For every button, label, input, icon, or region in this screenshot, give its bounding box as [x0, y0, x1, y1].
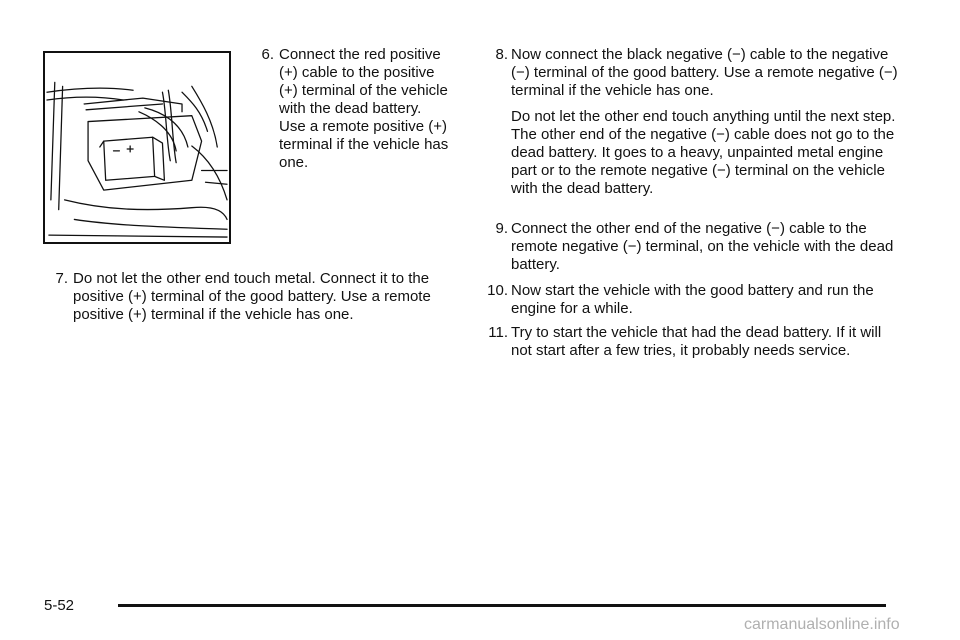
step-text: Now start the vehicle with the good battery and run the engine for a while.: [511, 282, 874, 317]
step-8-note: Do not let the other end touch anything until the next step. The other end of the negative (−) cable does not go to the dead battery. It goes to a heavy, unpainted metal engine part or to the remote negative (−) terminal on the vehicle with the dead battery.: [511, 108, 896, 197]
step-text: Connect the other end of the negative (−) cable to the remote negative (−) terminal, on the vehicle with the dead battery.: [511, 220, 894, 273]
footer-rule: [118, 604, 886, 607]
step-number: 10.: [487, 282, 508, 299]
watermark: carmanualsonline.info: [744, 616, 900, 633]
step-number: 6.: [261, 46, 274, 63]
step-number: 8.: [495, 46, 508, 63]
step-text: Do not let the other end touch metal. Connect it to the positive (+) terminal of the good battery. Use a remote positive (+) terminal if the vehicle has one.: [73, 270, 431, 323]
step-number: 11.: [488, 324, 508, 341]
step-number: 9.: [495, 220, 508, 237]
step-text: Try to start the vehicle that had the dead battery. If it will not start after a few tries, it probably needs service.: [511, 324, 882, 359]
battery-illustration: [43, 51, 231, 244]
step-number: 7.: [55, 270, 68, 287]
step-text: Connect the red positive (+) cable to the positive (+) terminal of the vehicle with the dead battery. Use a remote positive (+) terminal if the vehicle has one.: [279, 46, 449, 171]
step-text: Now connect the black negative (−) cable to the negative (−) terminal of the good battery. Use a remote negative (−) terminal if the vehicle has one.: [511, 46, 898, 99]
page-number: 5-52: [44, 597, 75, 614]
